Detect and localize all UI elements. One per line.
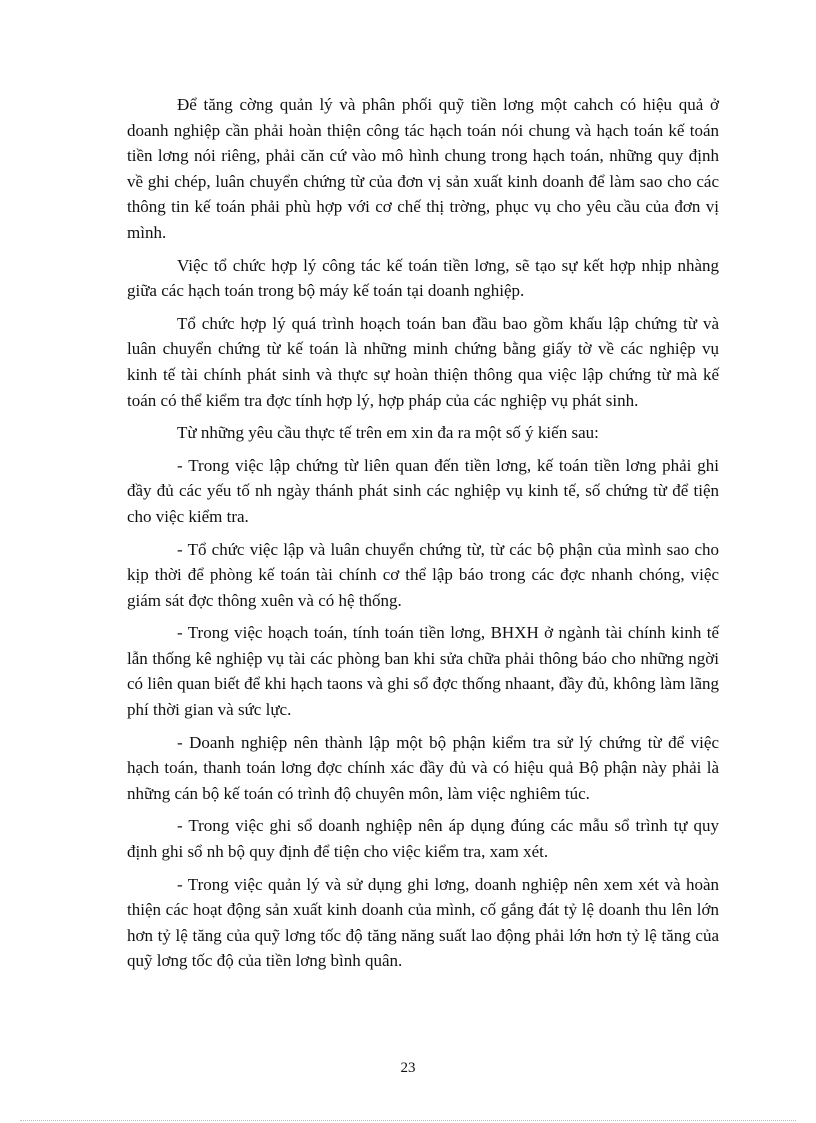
paragraph: - Trong việc lập chứng từ liên quan đến tiền lơng, kế toán tiền lơng phải ghi đầy đủ các yếu tố nh ngày thánh phát sinh các nghiệp vụ kinh tế, số chứng từ để tiện cho việc kiểm tra. [127,455,719,526]
paragraph: - Trong việc ghi sổ doanh nghiệp nên áp dụng đúng các mẫu sổ trình tự quy định ghi sổ nh bộ quy định để tiện cho việc kiểm tra, xam xét. [127,816,719,862]
paragraph: Để tăng cờng quản lý và phân phối quỹ tiền lơng một cahch có hiệu quả ở doanh nghiệp cần phải hoàn thiện công tác hạch toán nói chung và hạch toán kế toán tiền lơng nói riêng, phải căn cứ vào mô hình chung trong hạch toán, những quy định về ghi chép, luân chuyển chứng từ của đơn vị sản xuất kinh doanh để làm sao cho các thông tin kế toán phải phù hợp với cơ chế thị trờng, phục vụ cho yêu cầu của đơn vị mình. [127,95,719,242]
paragraph: - Tổ chức việc lập và luân chuyển chứng từ, từ các bộ phận của mình sao cho kịp thời để phòng kế toán tài chính cơ thể lập báo trong các đợc nhanh chóng, việc giám sát đợc thông xuên và có hệ thống. [127,539,719,610]
paragraph: Từ những yêu cầu thực tế trên em xin đa ra một số ý kiến sau: [177,423,599,443]
page-body [127,92,719,981]
page-number: 23 [400,1060,416,1076]
page-bottom-divider [20,1120,796,1121]
paragraph: - Doanh nghiệp nên thành lập một bộ phận kiểm tra sử lý chứng từ để việc hạch toán, thanh toán lơng đợc chính xác đầy đủ và có hiệu quả Bộ phận này phải là những cán bộ kế toán có trình độ chuyên môn, làm việc nghiêm túc. [127,732,719,803]
paragraph: - Trong việc quản lý và sử dụng ghi lơng, doanh nghiệp nên xem xét và hoàn thiện các hoạt động sản xuất kinh doanh của mình, cố gắng đát tỷ lệ doanh thu lên lớn hơn tỷ lệ tăng của quỹ lơng tốc độ tăng năng suất lao động phải lớn hơn tỷ lệ tăng của quỹ lơng tốc độ của tiền lơng bình quân. [127,874,719,971]
paragraph: Tổ chức hợp lý quá trình hoạch toán ban đầu bao gồm khấu lập chứng từ và luân chuyển chứng từ kế toán là những minh chứng bằng giấy tờ về các nghiệp vụ kinh tế tài chính phát sinh và thực sự hoàn thiện thông qua việc lập chứng từ mà kế toán có thể kiểm tra đợc tính hợp lý, hợp pháp của các nghiệp vụ phát sinh. [127,313,719,410]
paragraph: Việc tổ chức hợp lý công tác kế toán tiền lơng, sẽ tạo sự kết hợp nhịp nhàng giữa các hạch toán trong bộ máy kế toán tại doanh nghiệp. [127,255,719,301]
paragraph: - Trong việc hoạch toán, tính toán tiền lơng, BHXH ở ngành tài chính kinh tế lẫn thống kê nghiệp vụ tài các phòng ban khi sửa chữa phải thông báo cho những ngời có liên quan biết để khi hạch taons và ghi sổ đợc thống nhaant, đầy đủ, không làm lãng phí thời gian và sức lực. [127,623,719,720]
